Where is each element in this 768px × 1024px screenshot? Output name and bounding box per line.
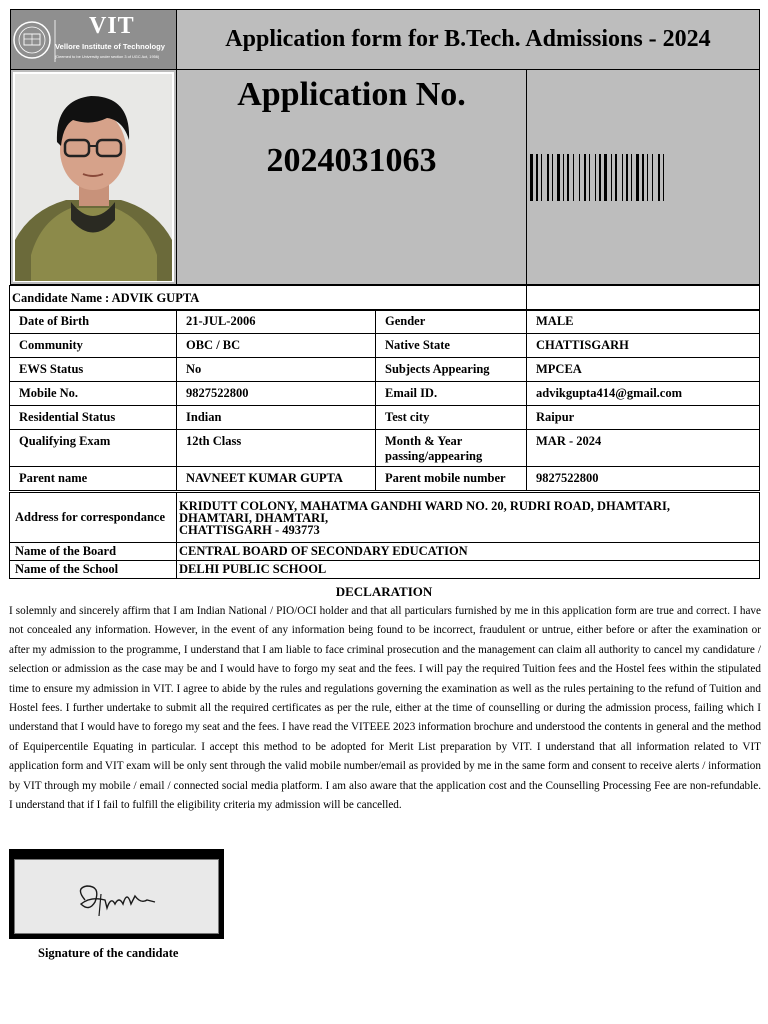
- field-label: Native State: [376, 334, 527, 358]
- signature-caption: Signature of the candidate: [38, 946, 179, 960]
- barcode-icon: [527, 70, 759, 284]
- school-value: DELHI PUBLIC SCHOOL: [177, 561, 760, 579]
- details-row: [10, 406, 760, 430]
- address-line-1: KRIDUTT COLONY, MAHATMA GANDHI WARD NO. 20, RUDRI ROAD, DHAMTARI,: [179, 498, 670, 513]
- declaration-text: I solemnly and sincerely affirm that I am Indian National / PIO/OCI holder and that all particulars furnished by me in this application form are true and correct. I have not concealed any information. However, in the event of any information being found to be incorrect, fraudulent or untrue, either before or after the examination or after my admission to the programme, I understand that I am liable to face criminal prosecution and the management can claim all authority to cancel my candidature / selection or admission as the case may be and I would have to forgo my seat and the fees. I will pay the required Tuition fees and the Hostel fees within the stipulated time to ensure my admission in VIT. I agree to abide by the rules and regulations governing the examination as well as the rules pertaining to the refund of Tuition and Hostel fees. I further undertake to submit all the required certificates as per the rule, either at the time of counselling or during the admission process, failing which I understand that I would have to forego my seat and the fees. I have read the VITEEE 2023 information brochure and understood the contents in general and the method of Equipercentile Equating in particular. I accept this method to be adopted for Merit List preparation by VIT. I understand that all information related to VIT application form and VIT exam will be only sent through the valid mobile number/email as provided by me in the same form and consent to receive alerts / information by VIT through my mobile / email / connected social media platform. I am also aware that the application cost and the Counselling Processing Fee are non-refundable. I understand that if I fail to fulfill the eligibility criteria my admission will be cancelled.: [9, 605, 761, 812]
- barcode-bar: [599, 154, 601, 201]
- barcode-bar: [658, 154, 660, 201]
- barcode-bar: [552, 154, 553, 201]
- field-value: 21-JUL-2006: [177, 310, 376, 334]
- barcode-bar: [631, 154, 632, 201]
- field-label: Parent name: [10, 467, 177, 491]
- barcode-bar: [573, 154, 574, 201]
- address-value: [177, 493, 760, 543]
- field-value: 12th Class: [177, 430, 376, 467]
- barcode-bar: [567, 154, 569, 201]
- barcode: [526, 69, 760, 285]
- barcode-bar: [547, 154, 549, 201]
- logo-brand: VIT: [89, 13, 135, 39]
- field-value: Raipur: [527, 406, 760, 430]
- address-line-3: CHATTISGARH - 493773: [179, 522, 320, 537]
- declaration-title: DECLARATION: [335, 584, 433, 599]
- address-line-2: DHAMTARI, DHAMTARI,: [179, 510, 329, 525]
- field-value: 9827522800: [527, 467, 760, 491]
- barcode-bar: [663, 154, 664, 201]
- details-table: [9, 309, 760, 491]
- barcode-bar: [626, 154, 628, 201]
- barcode-bar: [647, 154, 648, 201]
- field-label: Mobile No.: [10, 382, 177, 406]
- field-label: Email ID.: [376, 382, 527, 406]
- barcode-bar: [622, 154, 623, 201]
- candidate-name-row: [9, 285, 760, 311]
- field-value: NAVNEET KUMAR GUPTA: [177, 467, 376, 491]
- barcode-bar: [604, 154, 607, 201]
- logo-name: Vellore Institute of Technology: [55, 42, 165, 51]
- field-label: Month & Year passing/appearing: [376, 430, 527, 467]
- candidate-photo: [10, 69, 177, 285]
- details-row: [10, 430, 760, 467]
- barcode-bar: [541, 154, 542, 201]
- field-label: Date of Birth: [10, 310, 177, 334]
- field-value: MALE: [527, 310, 760, 334]
- candidate-name: Candidate Name : ADVIK GUPTA: [10, 286, 527, 311]
- barcode-bar: [536, 154, 538, 201]
- field-label: EWS Status: [10, 358, 177, 382]
- field-value: OBC / BC: [177, 334, 376, 358]
- field-value: 9827522800: [177, 382, 376, 406]
- details-row: [10, 310, 760, 334]
- field-value: Indian: [177, 406, 376, 430]
- field-value: MPCEA: [527, 358, 760, 382]
- details-row: [10, 358, 760, 382]
- barcode-bar: [636, 154, 639, 201]
- board-label: Name of the Board: [10, 543, 177, 561]
- field-value: advikgupta414@gmail.com: [527, 382, 760, 406]
- vit-logo: [10, 9, 177, 70]
- form-title: Application form for B.Tech. Admissions - 2024: [176, 9, 760, 70]
- application-number: 2024031063: [266, 142, 437, 179]
- address-table: [9, 492, 760, 579]
- barcode-bar: [611, 154, 612, 201]
- barcode-bar: [615, 154, 617, 201]
- barcode-bar: [563, 154, 564, 201]
- address-label: Address for correspondance: [10, 493, 177, 543]
- barcode-bar: [584, 154, 586, 201]
- logo-tagline: (Deemed to be University under section 3 of UGC Act, 1956): [55, 54, 160, 59]
- signature-image: [14, 859, 219, 934]
- field-label: Subjects Appearing: [376, 358, 527, 382]
- signature-box: [9, 849, 224, 939]
- details-row: [10, 382, 760, 406]
- barcode-bar: [652, 154, 653, 201]
- barcode-bar: [595, 154, 596, 201]
- application-number-label: Application No.: [237, 76, 466, 113]
- details-row: [10, 467, 760, 491]
- field-value: No: [177, 358, 376, 382]
- field-label: Test city: [376, 406, 527, 430]
- field-value: CHATTISGARH: [527, 334, 760, 358]
- barcode-bar: [642, 154, 644, 201]
- field-label: Community: [10, 334, 177, 358]
- barcode-bar: [557, 154, 560, 201]
- application-number-panel: [176, 69, 527, 285]
- candidate-name-blank: [527, 286, 760, 311]
- board-value: CENTRAL BOARD OF SECONDARY EDUCATION: [177, 543, 760, 561]
- barcode-bar: [589, 154, 590, 201]
- field-label: Residential Status: [10, 406, 177, 430]
- barcode-bar: [530, 154, 533, 201]
- details-row: [10, 334, 760, 358]
- field-label: Qualifying Exam: [10, 430, 177, 467]
- barcode-bar: [579, 154, 580, 201]
- school-label: Name of the School: [10, 561, 177, 579]
- field-label: Parent mobile number: [376, 467, 527, 491]
- field-label: Gender: [376, 310, 527, 334]
- field-value: MAR - 2024: [527, 430, 760, 467]
